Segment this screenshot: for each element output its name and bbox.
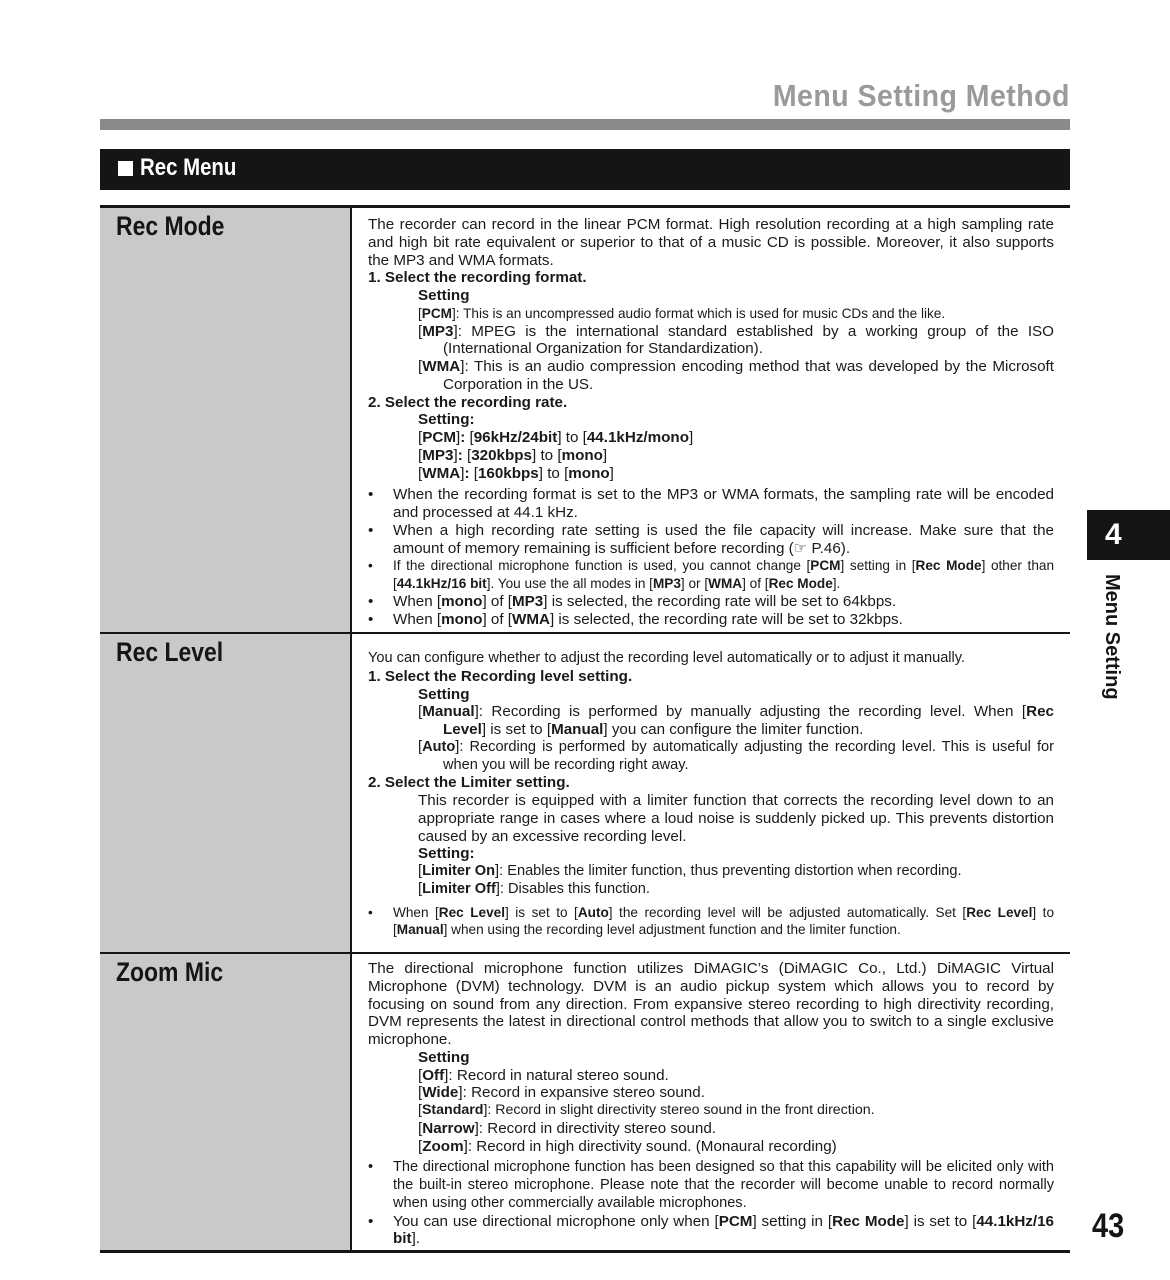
zoom-wide: [Wide]: Record in expansive stereo sound. — [418, 1084, 705, 1102]
rec-mode-step1: 1. Select the recording format. — [368, 269, 587, 287]
format-mp3: [MP3]: MPEG is the international standard established by a working group of the ISO (International Organization for Standardization). — [418, 322, 1054, 358]
rec-level-label-cell — [100, 634, 350, 952]
setting-label: Setting — [418, 1048, 470, 1066]
note-bullet: • When [mono] of [MP3] is selected, the recording rate will be set to 64kbps. — [368, 593, 1054, 611]
rec-level-content — [368, 650, 1054, 939]
format-wma: [WMA]: This is an audio compression encoding method that was developed by the Microsoft Corporation in the US. — [418, 358, 1054, 393]
rate-pcm: [PCM]: [96kHz/24bit] to [44.1kHz/mono] — [418, 429, 694, 446]
chapter-tab — [1087, 510, 1170, 560]
zoom-off: [Off]: Record in natural stereo sound. — [418, 1066, 669, 1084]
row-divider — [100, 632, 1070, 634]
column-divider — [350, 208, 352, 1250]
limiter-off: [Limiter Off]: Disables this function. — [418, 880, 650, 897]
setting-label: Setting: — [418, 845, 475, 863]
title-rule — [100, 119, 1070, 130]
rec-level-heading: Rec Level — [116, 637, 224, 667]
section-title: Rec Menu — [140, 154, 237, 181]
note-bullet: • You can use directional microphone only when [PCM] setting in [Rec Mode] is set to [44.1kHz/16 bit]. — [368, 1213, 1054, 1249]
note-bullet: • When the recording format is set to the MP3 or WMA formats, the sampling rate will be encoded and processed at 44.1 kHz. — [368, 486, 1054, 522]
rate-wma: [WMA]: [160kbps] to [mono] — [418, 464, 614, 482]
zoom-mic-label-cell — [100, 954, 350, 1250]
limiter-description: This recorder is equipped with a limiter function that corrects the recording level down to an appropriate range in cases where a loud noise is suddenly picked up. This prevents distortion caused by an excessive recording level. — [418, 792, 1054, 845]
rec-level-step2: 2. Select the Limiter setting. — [368, 774, 570, 792]
note-bullet: • The directional microphone function has been designed so that this capability will be elicited only with the built-in stereo microphone. Please note that the recorder will become unable to record normally when using other commercially available microphones. — [368, 1159, 1054, 1212]
note-bullet: • When a high recording rate setting is used the file capacity will increase. Make sure that the amount of memory remaining is sufficient before recording (☞ P.46). — [368, 522, 1054, 558]
page-title: Menu Setting Method — [772, 78, 1070, 113]
rec-level-step1: 1. Select the Recording level setting. — [368, 667, 633, 685]
setting-label: Setting — [418, 685, 470, 703]
rec-mode-intro: The recorder can record in the linear PCM format. High resolution recording at a high sampling rate and high bit rate equivalent or superior to that of a music CD is possible. Moreover, it also supports the MP3 and WMA formats. — [368, 216, 1054, 269]
zoom-mic-content — [368, 960, 1054, 1248]
note-bullet: • When [mono] of [WMA] is selected, the recording rate will be set to 32kbps. — [368, 611, 1054, 629]
page-number: 43 — [1092, 1207, 1125, 1245]
setting-label: Setting — [418, 287, 470, 304]
rec-mode-label-cell — [100, 208, 350, 632]
row-divider — [100, 952, 1070, 954]
rec-mode-heading: Rec Mode — [116, 211, 225, 241]
chapter-label: Menu Setting — [1101, 574, 1123, 700]
rate-mp3: [MP3]: [320kbps] to [mono] — [418, 446, 608, 464]
rec-level-intro: You can configure whether to adjust the recording level automatically or to adjust it manually. — [368, 650, 966, 666]
section-header — [100, 149, 1070, 190]
zoom-zoom: [Zoom]: Record in high directivity sound. (Monaural recording) — [418, 1137, 837, 1155]
zoom-mic-heading: Zoom Mic — [116, 957, 224, 987]
format-pcm: [PCM]: This is an uncompressed audio format which is used for music CDs and the like. — [418, 305, 946, 321]
zoom-mic-intro: The directional microphone function utilizes DiMAGIC’s (DiMAGIC Co., Ltd.) DiMAGIC Virtual Microphone (DVM) technology. DVM is an audio pickup system which allows you to record by focusing on sound from any direction. From expansive stereo recording to high directivity recording, DVM represents the latest in directional control methods that allow you to switch to a single exclusive microphone. — [368, 960, 1054, 1048]
zoom-standard: [Standard]: Record in slight directivity stereo sound in the front direction. — [418, 1102, 875, 1118]
chapter-number: 4 — [1105, 518, 1122, 551]
zoom-narrow: [Narrow]: Record in directivity stereo sound. — [418, 1119, 716, 1137]
level-manual: [Manual]: Recording is performed by manually adjusting the recording level. When [Rec Level] is set to [Manual] you can configure the limiter function. — [418, 703, 1054, 738]
table-bottom-rule — [100, 1250, 1070, 1253]
square-bullet-icon — [118, 161, 133, 176]
rec-mode-step2: 2. Select the recording rate. — [368, 393, 568, 411]
note-bullet: • When [Rec Level] is set to [Auto] the recording level will be adjusted automatically. Set [Rec Level] to [Manual] when using the recording level adjustment function and the limiter function. — [368, 904, 1054, 940]
setting-label: Setting: — [418, 411, 475, 429]
limiter-on: [Limiter On]: Enables the limiter function, thus preventing distortion when recording. — [418, 863, 962, 879]
note-bullet: • If the directional microphone function is used, you cannot change [PCM] setting in [Rec Mode] other than [44.1kHz/16 bit]. You use the all modes in [MP3] or [WMA] of [Rec Mode]. — [368, 557, 1054, 593]
rec-mode-content — [368, 216, 1054, 628]
level-auto: [Auto]: Recording is performed by automatically adjusting the recording level. This is useful for when you will be recording right away. — [418, 738, 1054, 773]
